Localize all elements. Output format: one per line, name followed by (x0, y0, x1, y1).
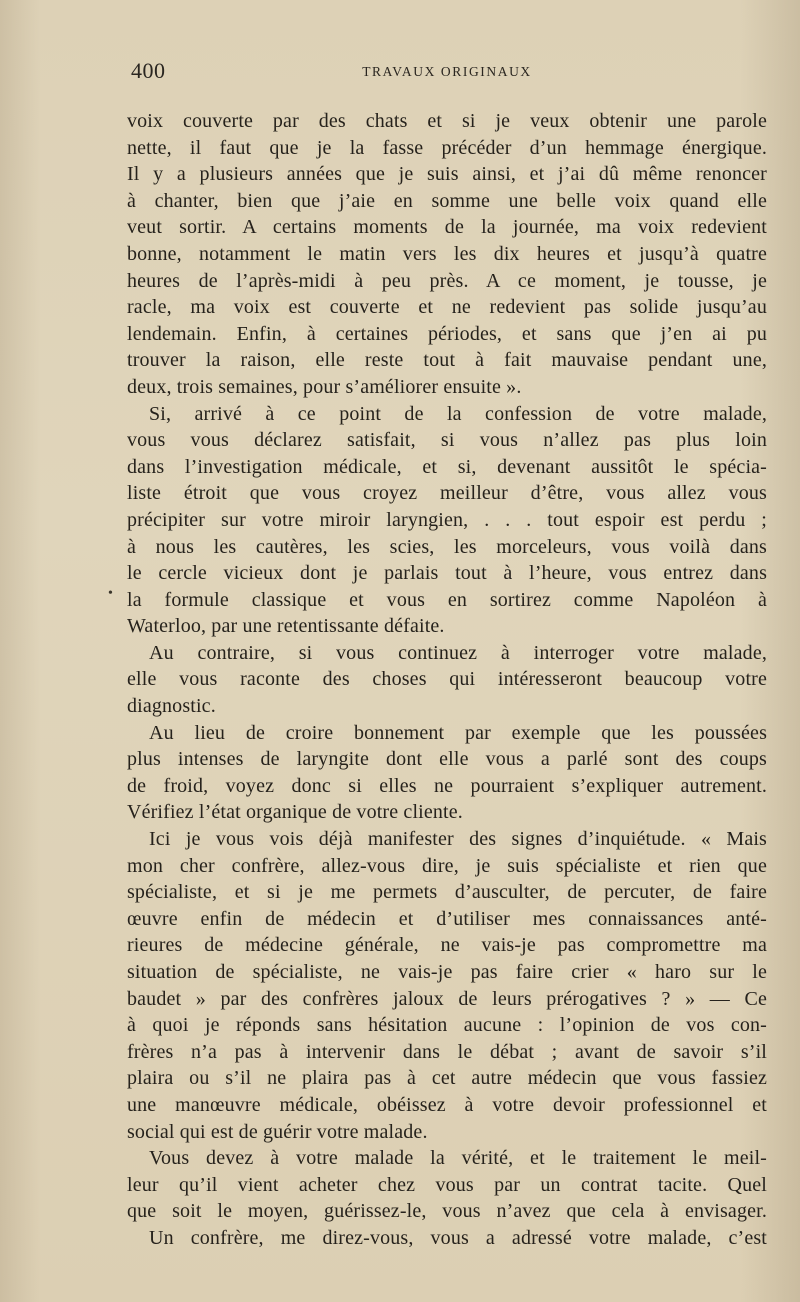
text-line: Au contraire, si vous continuez à interroger votre malade, (149, 641, 767, 664)
page-number: 400 (131, 58, 166, 83)
text-line: lendemain. Enfin, à certaines périodes, et sans que j’en ai pu (127, 322, 767, 345)
text-line: bonne, notamment le matin vers les dix heures et jusqu’à quatre (127, 242, 767, 265)
text-line: une manœuvre médicale, obéissez à votre devoir professionnel et (127, 1093, 767, 1116)
text-line: rieures de médecine générale, ne vais-je pas compromettre ma (127, 934, 767, 957)
text-line: précipiter sur votre miroir laryngien, . . . tout espoir est perdu ; (127, 508, 767, 531)
text-line: Il y a plusieurs années que je suis ainsi, et j’ai dû même renoncer (127, 163, 767, 186)
text-line: à quoi je réponds sans hésitation aucune : l’opinion de vos con- (127, 1014, 767, 1037)
text-line: œuvre enfin de médecin et d’utiliser mes connaissances anté- (127, 907, 767, 930)
text-line: Si, arrivé à ce point de la confession de votre malade, (149, 402, 767, 425)
text-line: veut sortir. A certains moments de la journée, ma voix redevient (127, 216, 767, 239)
text-line: spécialiste, et si je me permets d’ausculter, de percuter, de faire (127, 881, 767, 904)
text-line: à nous les cautères, les scies, les morceleurs, vous voilà dans (127, 535, 767, 558)
text-line: voix couverte par des chats et si je veux obtenir une parole (127, 110, 767, 132)
text-line: Vérifiez l’état organique de votre cliente. (127, 801, 463, 824)
text-line: Waterloo, par une retentissante défaite. (127, 615, 445, 638)
text-line: trouver la raison, elle reste tout à fait mauvaise pendant une, (127, 349, 767, 372)
text-line: deux, trois semaines, pour s’améliorer ensuite ». (127, 375, 522, 398)
text-line: que soit le moyen, guérissez-le, vous n’avez que cela à envisager. (127, 1200, 767, 1223)
margin-dot-mark: • (108, 586, 113, 601)
text-line: leur qu’il vient acheter chez vous par un contrat tacite. Quel (127, 1173, 767, 1196)
text-line: social qui est de guérir votre malade. (127, 1120, 428, 1143)
text-line: Au lieu de croire bonnement par exemple que les poussées (149, 721, 767, 744)
text-line: frères n’a pas à intervenir dans le débat ; avant de savoir s’il (127, 1040, 767, 1063)
text-line: plaira ou s’il ne plaira pas à cet autre médecin que vous fassiez (127, 1067, 767, 1090)
text-line: situation de spécialiste, ne vais-je pas faire crier « haro sur le (127, 961, 767, 983)
text-line: baudet » par des confrères jaloux de leurs prérogatives ? » — Ce (127, 987, 767, 1010)
text-line: Un confrère, me direz-vous, vous a adressé votre malade, c’est (149, 1226, 767, 1249)
text-line: nette, il faut que je la fasse précéder d’un hemmage énergique. (127, 136, 767, 159)
text-line: mon cher confrère, allez-vous dire, je suis spécialiste et rien que (127, 854, 767, 877)
text-line: liste étroit que vous croyez meilleur d’être, vous allez vous (127, 482, 767, 505)
page-header (127, 58, 767, 88)
text-line: la formule classique et vous en sortirez comme Napoléon à (127, 588, 767, 611)
running-title: TRAVAUX ORIGINAUX (362, 64, 532, 79)
text-line: le cercle vicieux dont je parlais tout à l’heure, vous entrez dans (127, 562, 767, 585)
text-line: plus intenses de laryngite dont elle vous a parlé sont des coups (127, 748, 767, 771)
text-line: diagnostic. (127, 695, 216, 718)
text-line: à chanter, bien que j’aie en somme une belle voix quand elle (127, 189, 767, 212)
body-text (127, 108, 767, 1252)
text-line: racle, ma voix est couverte et ne redevient pas solide jusqu’au (127, 296, 767, 319)
text-line: de froid, voyez donc si elles ne pourraient s’expliquer autrement. (127, 774, 767, 797)
text-line: heures de l’après-midi à peu près. A ce moment, je tousse, je (127, 269, 767, 292)
text-line: Ici je vous vois déjà manifester des signes d’inquiétude. « Mais (149, 828, 767, 851)
text-line: elle vous raconte des choses qui intéresseront beaucoup votre (127, 668, 767, 691)
text-line: vous vous déclarez satisfait, si vous n’allez pas plus loin (127, 429, 767, 452)
text-line: dans l’investigation médicale, et si, devenant aussitôt le spécia- (127, 455, 767, 478)
text-line: Vous devez à votre malade la vérité, et le traitement le meil- (149, 1147, 767, 1170)
